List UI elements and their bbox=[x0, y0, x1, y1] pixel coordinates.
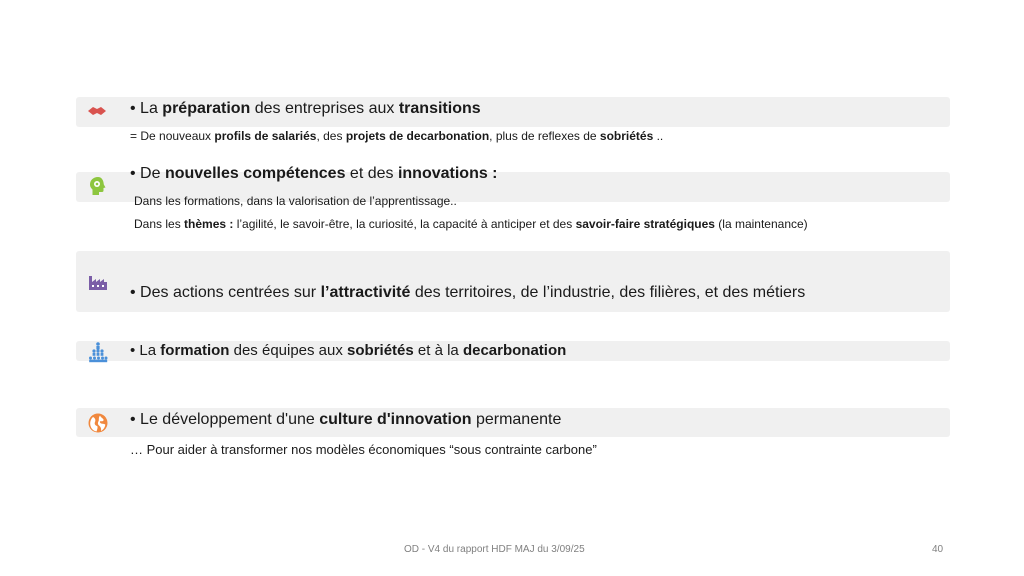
head-gear-icon bbox=[87, 175, 109, 197]
team-icon bbox=[87, 341, 109, 363]
text-run: , plus de reflexes de bbox=[489, 129, 600, 143]
item-sub-2-1 bbox=[134, 194, 457, 208]
text-run: l’agilité, le savoir-être, la curiosité, la capacité à anticiper et des bbox=[233, 217, 576, 231]
text-run: et à la bbox=[413, 342, 463, 359]
bold-text-run: thèmes : bbox=[184, 217, 234, 231]
item-sub-5-1 bbox=[130, 442, 597, 457]
item-title-5 bbox=[130, 411, 561, 429]
footer-text: OD - V4 du rapport HDF MAJ du 3/09/25 bbox=[404, 544, 585, 555]
item-sub-2-2 bbox=[134, 217, 808, 231]
text-run: Dans les formations, dans la valorisation de l’apprentissage.. bbox=[134, 194, 457, 208]
handshake-icon bbox=[86, 100, 108, 122]
globe-icon bbox=[87, 412, 109, 434]
text-run: • La bbox=[130, 100, 163, 117]
text-run: • Le développement d'une bbox=[130, 411, 320, 428]
text-run: • De bbox=[130, 165, 165, 182]
text-run: des équipes aux bbox=[229, 342, 348, 359]
bold-text-run: l’attractivité bbox=[320, 284, 411, 301]
bold-text-run: innovations : bbox=[397, 165, 498, 182]
text-run: des territoires, de l’industrie, des filières, et des métiers bbox=[410, 284, 806, 301]
text-run: • La bbox=[130, 342, 161, 359]
text-run: = De nouveaux bbox=[130, 129, 215, 143]
text-run: • Des actions centrées sur bbox=[130, 284, 321, 301]
bold-text-run: savoir-faire stratégiques bbox=[575, 217, 715, 231]
text-run: Dans les bbox=[134, 217, 185, 231]
text-run: permanente bbox=[471, 411, 562, 428]
item-band-3 bbox=[76, 251, 950, 312]
text-run: , des bbox=[316, 129, 346, 143]
item-title-2 bbox=[130, 165, 498, 183]
text-run: … Pour aider à transformer nos modèles économiques “sous contrainte carbone” bbox=[130, 442, 597, 457]
text-run: et des bbox=[345, 165, 398, 182]
bold-text-run: formation bbox=[160, 342, 230, 359]
bold-text-run: nouvelles compétences bbox=[164, 165, 346, 182]
bold-text-run: projets de decarbonation bbox=[345, 129, 490, 143]
bold-text-run: préparation bbox=[162, 100, 251, 117]
page-number: 40 bbox=[932, 544, 944, 555]
bold-text-run: culture d'innovation bbox=[319, 411, 472, 428]
bold-text-run: sobriétés bbox=[599, 129, 654, 143]
item-sub-1-1 bbox=[130, 129, 663, 143]
text-run: .. bbox=[653, 129, 664, 143]
text-run: des entreprises aux bbox=[250, 100, 399, 117]
item-title-3 bbox=[130, 284, 805, 302]
item-title-4 bbox=[130, 342, 566, 359]
text-run: (la maintenance) bbox=[714, 217, 808, 231]
item-title-1 bbox=[130, 100, 481, 118]
bold-text-run: profils de salariés bbox=[214, 129, 317, 143]
bold-text-run: sobriétés bbox=[347, 342, 414, 359]
factory-icon bbox=[87, 270, 109, 292]
bold-text-run: decarbonation bbox=[462, 342, 567, 359]
bold-text-run: transitions bbox=[398, 100, 481, 117]
